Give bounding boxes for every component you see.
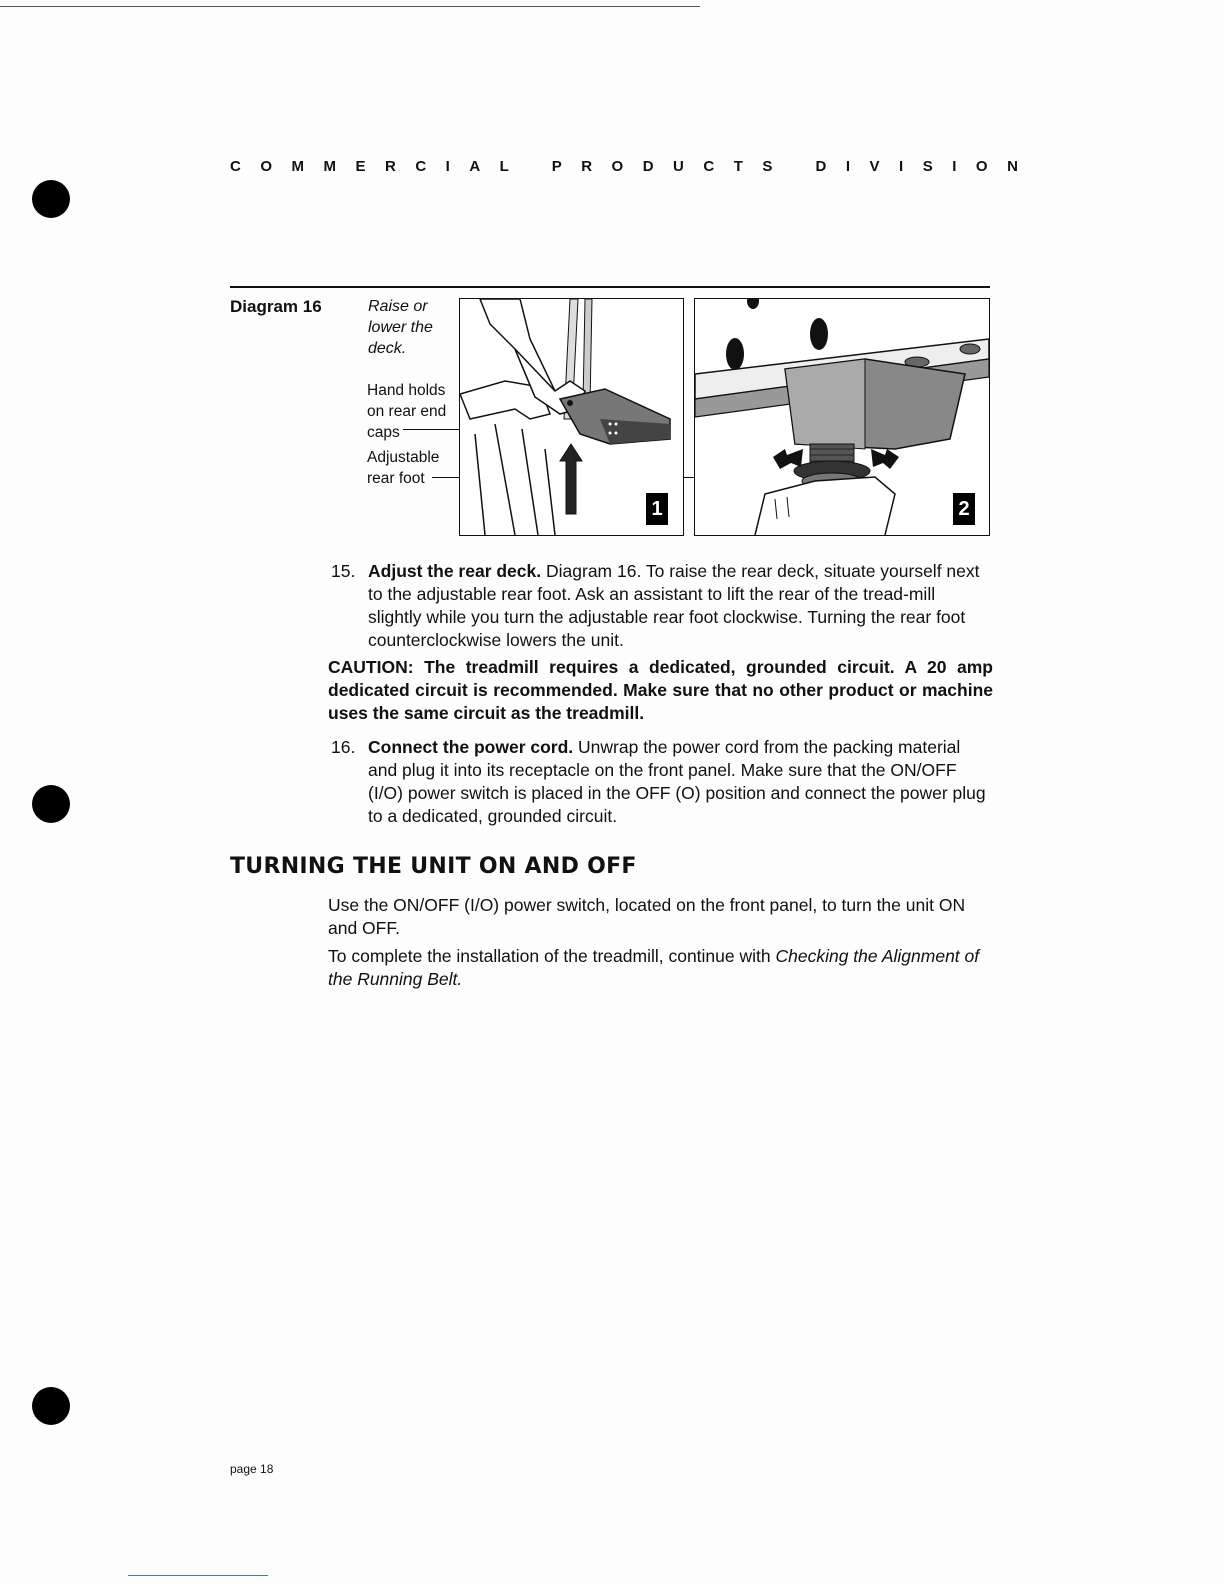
scan-bottom-rule [128,1575,268,1576]
reference-title: Checking the Alignment of the Running Belt. [328,946,980,989]
step-body [368,560,993,652]
page-number: page 18 [230,1462,274,1476]
step-number: 16. [331,737,356,757]
section-heading: TURNING THE UNIT ON AND OFF [230,854,637,879]
step-title: Adjust the rear deck. [368,561,542,581]
diagram-panel-1 [459,298,684,536]
foot-adjust-illustration [695,299,989,535]
diagram-caption: Raise or lower the deck. [368,298,433,357]
step-16 [331,736,993,828]
division-header: COMMERCIAL PRODUCTS DIVISION [230,158,1038,175]
panel-number-2: 2 [953,493,975,525]
binder-hole [32,1387,70,1425]
continue-paragraph [328,945,993,991]
callout-adjustable-foot: Adjustable rear foot [367,449,440,487]
step-title: Connect the power cord. [368,737,574,757]
step-number: 15. [331,561,356,581]
step-body [368,736,993,828]
binder-hole [32,785,70,823]
diagram-panel-2 [694,298,990,536]
panel-number-1: 1 [646,493,668,525]
power-switch-paragraph: Use the ON/OFF (I/O) power switch, located on the front panel, to turn the unit ON and OFF. [328,895,966,938]
step-text: Diagram 16. To raise the rear deck, situate yourself next to the adjustable rear foot. Ask an assistant to lift the rear of the tread-mill slightly while you turn the adjustable rear foot clockwise. Turning the rear foot counterclockwise lowers the unit. [368,561,980,650]
continue-text: To complete the installation of the treadmill, continue with [328,946,771,966]
diagram-label: Diagram 16 [230,297,322,316]
step-text: Unwrap the power cord from the packing material and plug it into its receptacle on the front panel. Make sure that the ON/OFF (I/O) power switch is placed in the OFF (O) position and connect the power plug to a dedicated, grounded circuit. [368,737,986,826]
binder-hole [32,180,70,218]
callout-hand-holds: Hand holds on rear end caps [367,382,447,441]
section-divider [230,286,990,288]
caution-notice: CAUTION: The treadmill requires a dedicated, grounded circuit. A 20 amp dedicated circuit is recommended. Make sure that no other product or machine uses the same circuit as the treadmill. [328,657,993,723]
scan-top-rule [0,6,700,7]
step-15 [331,560,993,652]
